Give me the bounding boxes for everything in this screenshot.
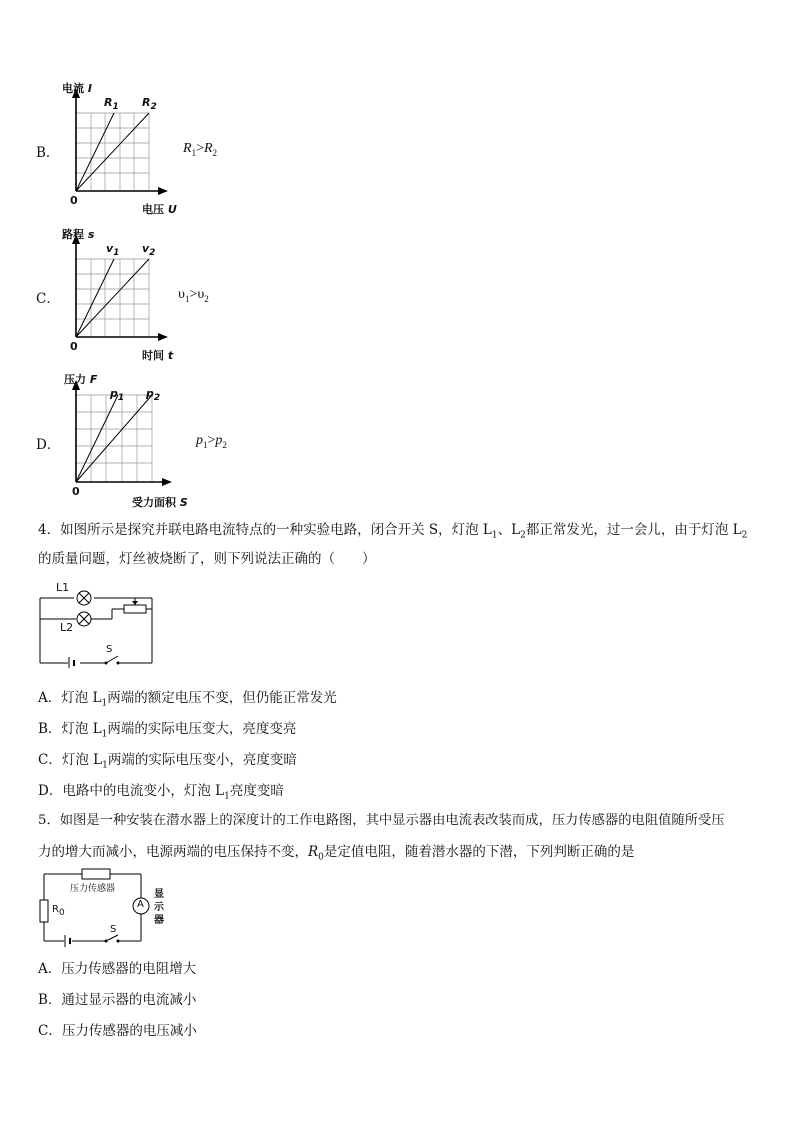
option-d-line2-label: p xyxy=(146,387,154,400)
option-c-relation-a-sub: 1 xyxy=(184,293,190,304)
option-c-y-label: 路程 xyxy=(62,228,84,241)
q4-line1-b: 、L xyxy=(497,522,521,538)
q4-answer-c-a: C．灯泡 L xyxy=(38,752,103,768)
option-b-relation-op: > xyxy=(196,141,204,156)
option-b-origin: 0 xyxy=(70,194,78,207)
q4-answer-c-sub: 1 xyxy=(102,760,108,771)
option-c-y-var: s xyxy=(87,228,95,241)
option-c-relation-b-sub: 2 xyxy=(204,293,209,304)
q4-answer-d-sub: 1 xyxy=(224,791,230,802)
option-b-line2-sub: 2 xyxy=(150,102,157,113)
q4-line1-a: 4．如图所示是探究并联电路电流特点的一种实验电路，闭合开关 S，灯泡 L xyxy=(38,522,492,538)
option-d-y-var: F xyxy=(89,373,98,386)
option-c-line1-sub: 1 xyxy=(113,248,120,259)
q5-r0-label xyxy=(52,904,65,918)
option-d-relation-op: > xyxy=(207,433,216,448)
option-c-relation-a: υ xyxy=(178,287,185,302)
q5-display-char-3: 器 xyxy=(154,915,164,926)
q4-answer-c-b: 两端的实际电压变小，亮度变暗 xyxy=(107,752,297,768)
option-d-graph-svg xyxy=(62,370,202,510)
q4-line1-sub2: 2 xyxy=(520,530,526,541)
q4-answer-a-sub: 1 xyxy=(101,698,108,709)
q4-answer-a-a: A．灯泡 L xyxy=(38,690,102,706)
q4-l2-label: L2 xyxy=(60,621,74,634)
option-d-x-var: S xyxy=(179,496,188,509)
option-c-x-label: 时间 xyxy=(142,349,164,362)
option-d-y-label: 压力 xyxy=(64,373,86,386)
option-d-line1-label: p xyxy=(110,387,118,400)
option-d-graph xyxy=(62,370,202,510)
option-d-relation-b-sub: 2 xyxy=(222,439,227,450)
q4-line1-c: 都正常发光，过一会儿，由于灯泡 L xyxy=(525,522,742,538)
q4-answer-b-sub: 1 xyxy=(101,729,108,740)
q4-switch-label: S xyxy=(106,644,113,655)
q5-sensor-label: 压力传感器 xyxy=(70,884,116,894)
option-d-line1-sub: 1 xyxy=(117,393,125,404)
option-d-relation-a: p xyxy=(196,433,203,448)
option-c-line1-label: v xyxy=(106,242,114,255)
q5-ammeter-label: A xyxy=(137,899,144,910)
option-c-line2-label: v xyxy=(142,242,150,255)
q4-circuit-svg xyxy=(36,580,161,668)
q5-display-label xyxy=(154,888,164,927)
q4-answer-d-b: 亮度变暗 xyxy=(229,783,284,799)
q4-answer-c xyxy=(38,748,297,771)
q5-stem-line2 xyxy=(38,842,634,868)
option-d-relation xyxy=(196,433,227,450)
q5-switch-label: S xyxy=(110,924,117,935)
q5-r0-sub: 0 xyxy=(58,908,65,918)
option-c-origin: 0 xyxy=(70,340,78,353)
q4-answer-b-a: B．灯泡 L xyxy=(38,721,102,737)
option-b-relation-b-sub: 2 xyxy=(212,147,218,158)
option-d-origin: 0 xyxy=(72,485,80,498)
q5-r0-letter: R xyxy=(52,904,59,915)
q4-l1-label: L1 xyxy=(56,581,70,594)
option-d-line2-sub: 2 xyxy=(153,393,161,404)
q5-line2-r: R xyxy=(308,844,319,860)
q5-line2-b: 是定值电阻，随着潜水器的下潜，下列判断正确的是 xyxy=(323,844,635,860)
q4-answer-d xyxy=(38,779,284,802)
option-b-relation xyxy=(183,141,217,158)
option-b-y-var: I xyxy=(87,82,92,95)
option-c-graph-svg xyxy=(62,224,192,364)
option-c-letter: C． xyxy=(36,291,60,307)
option-b-letter: B． xyxy=(36,145,60,161)
option-b-line2-label: R xyxy=(142,96,151,109)
q4-circuit-diagram xyxy=(36,580,161,668)
option-b-line1-label: R xyxy=(104,96,113,109)
q4-answer-b xyxy=(38,717,296,740)
q5-line2-r-sub: 0 xyxy=(318,852,324,863)
q4-answer-b-b: 两端的实际电压变大，亮度变亮 xyxy=(107,721,297,737)
option-c-relation-b: υ xyxy=(197,287,205,302)
option-b-graph-svg xyxy=(62,78,192,218)
option-b-y-label: 电流 xyxy=(62,82,84,95)
option-c-relation-op: > xyxy=(189,287,198,302)
q4-answer-a-b: 两端的额定电压不变，但仍能正常发光 xyxy=(107,690,337,706)
option-b-x-var: U xyxy=(167,203,177,216)
option-c-graph xyxy=(62,224,192,364)
option-d-x-label: 受力面积 xyxy=(132,496,176,509)
option-b-line1-sub: 1 xyxy=(112,102,119,113)
option-b-relation-b: R xyxy=(203,141,213,156)
option-c-x-var: t xyxy=(167,349,174,362)
q4-line1-sub3: 2 xyxy=(741,530,748,541)
option-b-x-label: 电压 xyxy=(142,203,164,216)
option-d-relation-a-sub: 1 xyxy=(203,439,208,450)
q4-answer-a xyxy=(38,686,337,709)
q5-answer-a: A．压力传感器的电阻增大 xyxy=(38,961,197,977)
q4-line1-sub1: 1 xyxy=(491,530,498,541)
q4-stem-line1 xyxy=(38,520,747,546)
q5-display-char-2: 示 xyxy=(154,902,164,913)
option-b-relation-a: R xyxy=(183,141,192,156)
q5-display-char-1: 显 xyxy=(154,889,164,900)
option-b-relation-a-sub: 1 xyxy=(191,147,197,158)
option-d-relation-b: p xyxy=(215,433,223,448)
option-c-line2-sub: 2 xyxy=(149,248,156,259)
q5-stem-line1: 5．如图是一种安装在潜水器上的深度计的工作电路图，其中显示器由电流表改装而成，压力传感器的电阻值随所受压 xyxy=(38,813,725,828)
q5-answer-b: B．通过显示器的电流减小 xyxy=(38,992,197,1008)
q4-answer-d-a: D．电路中的电流变小，灯泡 L xyxy=(38,783,225,799)
option-c-relation xyxy=(178,287,209,304)
q5-line2-a: 力的增大而减小，电源两端的电压保持不变， xyxy=(38,844,308,860)
q4-stem-line2: 的质量问题，灯丝被烧断了，则下列说法正确的（ ） xyxy=(38,551,376,567)
option-d-letter: D． xyxy=(36,437,61,453)
q5-answer-c: C．压力传感器的电压减小 xyxy=(38,1023,197,1039)
q5-circuit-diagram xyxy=(36,866,176,950)
option-b-graph xyxy=(62,78,192,218)
